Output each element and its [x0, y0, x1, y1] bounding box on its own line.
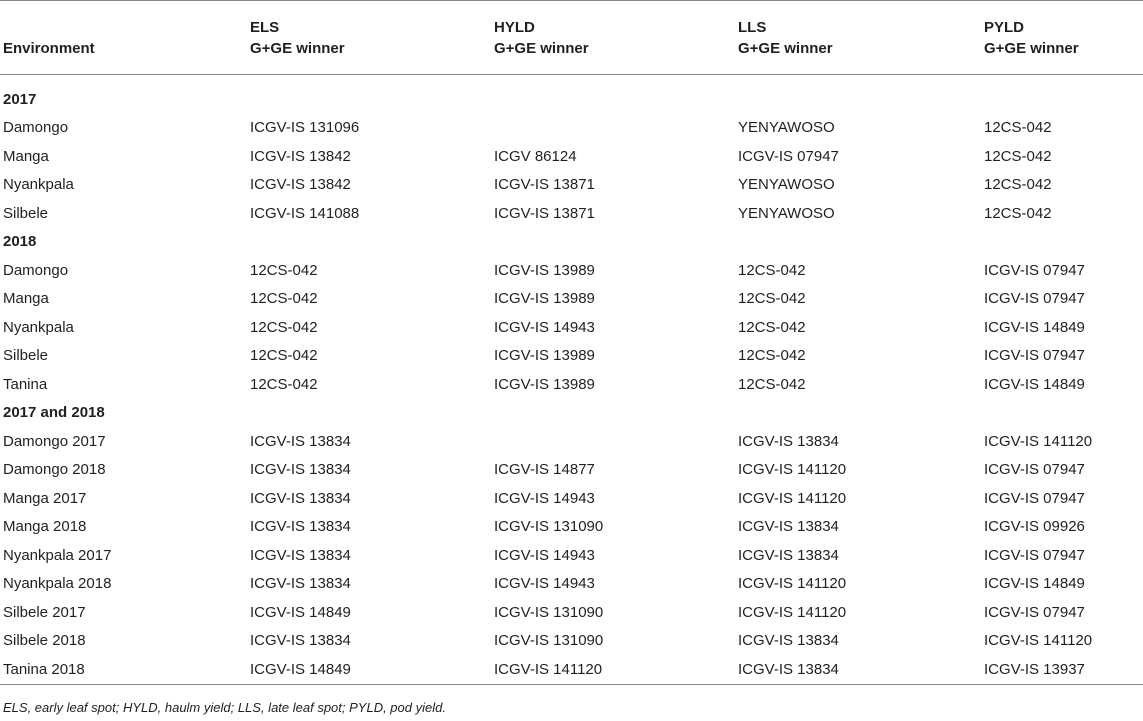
cell-lls: ICGV-IS 13834	[738, 632, 839, 650]
cell-els: 12CS-042	[250, 318, 318, 336]
cell-els: ICGV-IS 13834	[250, 489, 351, 507]
cell-els: ICGV-IS 14849	[247, 655, 491, 684]
section-title: 2017 and 2018	[3, 404, 105, 422]
header-hyld-sub: G+GE winner	[494, 40, 589, 57]
cell-pyld: ICGV-IS 141120	[984, 432, 1093, 450]
header-row-traits	[0, 1, 1143, 37]
header-empty-cell	[0, 1, 247, 37]
cell-hyld: ICGV-IS 141120	[491, 655, 735, 684]
cell-els: ICGV-IS 13842	[250, 176, 351, 194]
cell-els: ICGV-IS 13834	[250, 518, 351, 536]
table-row	[0, 114, 1143, 143]
table-row	[0, 484, 1143, 513]
header-lls: LLS	[738, 19, 767, 36]
cell-env: Damongo 2018	[3, 461, 106, 479]
cell-els: ICGV-IS 14849	[250, 603, 351, 621]
cell-env: Silbele 2017	[3, 603, 86, 621]
cell-els: 12CS-042	[250, 261, 318, 279]
cell-els: 12CS-042	[250, 375, 318, 393]
cell-lls: ICGV-IS 13834	[735, 655, 981, 684]
cell-hyld: ICGV-IS 14943	[494, 575, 595, 593]
table-row	[0, 199, 1143, 228]
cell-lls: YENYAWOSO	[738, 204, 835, 222]
cell-pyld: ICGV-IS 07947	[984, 347, 1085, 365]
cell-pyld: ICGV-IS 07947	[984, 489, 1085, 507]
table-footnote: ELS, early leaf spot; HYLD, haulm yield; LLS, late leaf spot; PYLD, pod yield.	[3, 700, 446, 715]
cell-lls: YENYAWOSO	[738, 119, 835, 137]
header-hyld: HYLD	[494, 19, 535, 36]
cell-hyld: ICGV-IS 13989	[494, 290, 595, 308]
cell-hyld: ICGV-IS 131090	[494, 518, 604, 536]
table-row	[0, 256, 1143, 285]
cell-hyld: ICGV-IS 14943	[494, 318, 595, 336]
cell-els: ICGV-IS 13834	[250, 432, 351, 450]
cell-pyld: 12CS-042	[984, 147, 1052, 165]
cell-env: Nyankpala	[3, 176, 74, 194]
table-body	[0, 75, 1143, 685]
header-els-sub: G+GE winner	[250, 40, 345, 57]
cell-lls: ICGV-IS 141120	[738, 489, 847, 507]
cell-lls: ICGV-IS 13834	[738, 518, 839, 536]
cell-env: Silbele	[3, 204, 49, 222]
table-row	[0, 313, 1143, 342]
cell-env: Silbele	[3, 347, 49, 365]
section-row	[0, 399, 1143, 428]
table-row	[0, 627, 1143, 656]
cell-lls: YENYAWOSO	[738, 176, 835, 194]
cell-hyld	[491, 114, 735, 143]
section-title: 2017	[3, 90, 37, 108]
cell-hyld: ICGV-IS 131090	[494, 632, 604, 650]
header-els: ELS	[250, 19, 280, 36]
cell-hyld: ICGV-IS 14877	[494, 461, 595, 479]
table-row	[0, 427, 1143, 456]
cell-pyld: ICGV-IS 14849	[984, 375, 1085, 393]
cell-env: Manga 2018	[3, 518, 87, 536]
cell-els: ICGV-IS 13834	[250, 461, 351, 479]
table-row	[0, 598, 1143, 627]
cell-lls: 12CS-042	[738, 261, 806, 279]
cell-hyld	[491, 427, 735, 456]
cell-pyld: ICGV-IS 14849	[984, 575, 1085, 593]
cell-lls: ICGV-IS 13834	[738, 546, 839, 564]
cell-lls: 12CS-042	[738, 375, 806, 393]
cell-env: Tanina 2018	[0, 655, 247, 684]
cell-env: Silbele 2018	[3, 632, 86, 650]
cell-els: ICGV-IS 13834	[250, 546, 351, 564]
cell-pyld: 12CS-042	[984, 119, 1052, 137]
table-row	[0, 570, 1143, 599]
cell-hyld: ICGV 86124	[494, 147, 577, 165]
cell-hyld: ICGV-IS 14943	[494, 546, 595, 564]
table-row	[0, 513, 1143, 542]
table-row	[0, 171, 1143, 200]
cell-hyld: ICGV-IS 14943	[494, 489, 595, 507]
table-row	[0, 342, 1143, 371]
cell-hyld: ICGV-IS 13871	[494, 204, 595, 222]
cell-lls: ICGV-IS 141120	[738, 575, 847, 593]
cell-lls: 12CS-042	[738, 318, 806, 336]
cell-hyld: ICGV-IS 131090	[494, 603, 604, 621]
cell-lls: 12CS-042	[738, 290, 806, 308]
cell-els: ICGV-IS 13834	[250, 632, 351, 650]
cell-lls: ICGV-IS 141120	[738, 461, 847, 479]
cell-pyld: ICGV-IS 07947	[984, 603, 1085, 621]
cell-pyld: ICGV-IS 07947	[984, 461, 1085, 479]
cell-env: Damongo	[3, 261, 69, 279]
cell-env: Manga	[3, 290, 49, 308]
cell-env: Tanina	[3, 375, 48, 393]
cell-pyld: ICGV-IS 07947	[984, 261, 1085, 279]
section-title: 2018	[3, 233, 37, 251]
cell-hyld: ICGV-IS 13989	[494, 347, 595, 365]
header-row-sub	[0, 36, 1143, 75]
section-row	[0, 75, 1143, 114]
header-pyld-sub: G+GE winner	[984, 40, 1079, 57]
cell-els: ICGV-IS 141088	[250, 204, 360, 222]
cell-pyld: ICGV-IS 14849	[984, 318, 1085, 336]
cell-hyld: ICGV-IS 13871	[494, 176, 595, 194]
cell-pyld: ICGV-IS 141120	[984, 632, 1093, 650]
table-row	[0, 655, 1143, 684]
table-row	[0, 541, 1143, 570]
cell-lls: ICGV-IS 141120	[738, 603, 847, 621]
cell-els: 12CS-042	[250, 347, 318, 365]
table-row	[0, 370, 1143, 399]
table-row	[0, 142, 1143, 171]
cell-pyld: ICGV-IS 13937	[981, 655, 1143, 684]
cell-lls: ICGV-IS 13834	[738, 432, 839, 450]
cell-lls: 12CS-042	[738, 347, 806, 365]
header-lls-sub: G+GE winner	[738, 40, 833, 57]
cell-pyld: ICGV-IS 07947	[984, 546, 1085, 564]
table-header	[0, 1, 1143, 75]
cell-els: ICGV-IS 13834	[250, 575, 351, 593]
cell-pyld: 12CS-042	[984, 204, 1052, 222]
cell-env: Manga 2017	[3, 489, 87, 507]
header-pyld: PYLD	[984, 19, 1025, 36]
cell-env: Nyankpala	[3, 318, 74, 336]
cell-pyld: 12CS-042	[984, 176, 1052, 194]
cell-pyld: ICGV-IS 07947	[984, 290, 1085, 308]
cell-els: 12CS-042	[250, 290, 318, 308]
cell-env: Manga	[3, 147, 49, 165]
table-row	[0, 285, 1143, 314]
cell-hyld: ICGV-IS 13989	[494, 261, 595, 279]
cell-env: Damongo	[3, 119, 69, 137]
section-row	[0, 228, 1143, 257]
cell-env: Damongo 2017	[3, 432, 106, 450]
header-environment: Environment	[3, 40, 95, 57]
table-row	[0, 456, 1143, 485]
cell-hyld: ICGV-IS 13989	[494, 375, 595, 393]
cell-env: Nyankpala 2018	[3, 575, 112, 593]
cell-lls: ICGV-IS 07947	[738, 147, 839, 165]
cell-env: Nyankpala 2017	[3, 546, 112, 564]
cell-els: ICGV-IS 13842	[250, 147, 351, 165]
cell-pyld: ICGV-IS 09926	[984, 518, 1085, 536]
cell-els: ICGV-IS 131096	[250, 119, 360, 137]
